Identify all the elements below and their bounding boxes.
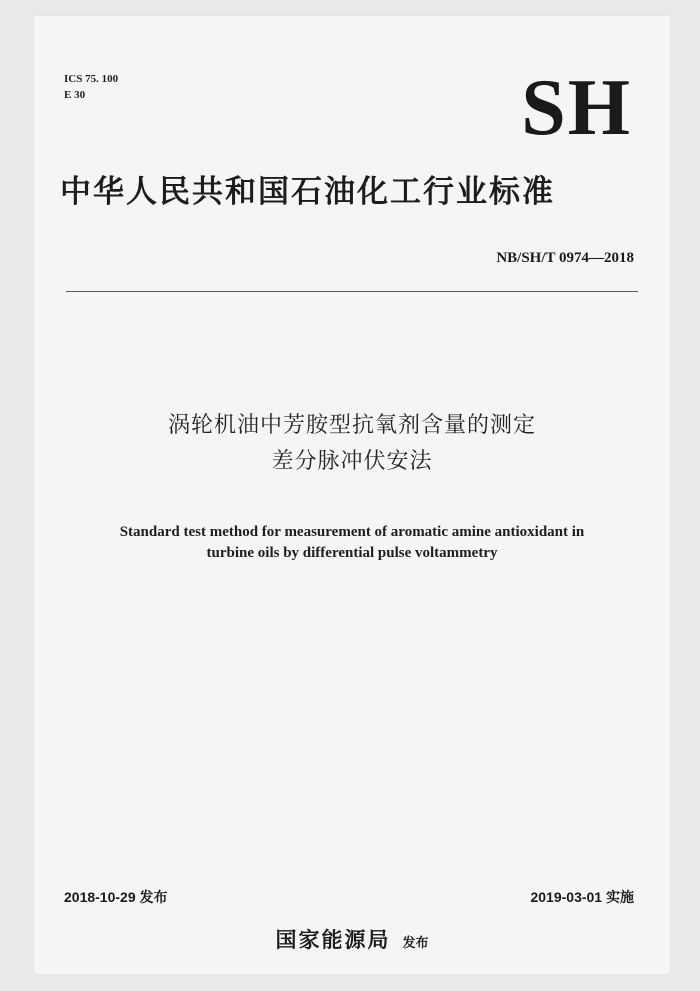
divider-line: [66, 291, 638, 292]
category-code: E 30: [64, 89, 86, 101]
publisher: [34, 924, 670, 954]
implementation-date: 2019-03-01 实施: [530, 889, 634, 905]
document-page: [34, 16, 670, 974]
classification-codes: [64, 71, 118, 103]
publisher-name: 国家能源局: [275, 928, 391, 952]
ics-code: ICS 75. 100: [64, 73, 119, 85]
issue-date: 2018-10-29 发布: [64, 889, 168, 905]
title-en-line-2: turbine oils by differential pulse voltammetry: [206, 545, 498, 561]
title-cn-line-2: 差分脉冲伏安法: [271, 449, 433, 474]
publisher-action: 发布: [402, 936, 429, 951]
title-cn-line-1: 涡轮机油中芳胺型抗氧剂含量的测定: [167, 413, 536, 438]
document-title-cn: [34, 408, 670, 480]
standard-title: 中华人民共和国石油化工行业标准: [60, 174, 555, 210]
title-en-line-1: Standard test method for measurement of aromatic amine antioxidant in: [119, 524, 585, 540]
standard-number: NB/SH/T 0974—2018: [496, 250, 634, 266]
document-title-en: [34, 522, 670, 564]
sh-logo: SH: [521, 64, 632, 152]
